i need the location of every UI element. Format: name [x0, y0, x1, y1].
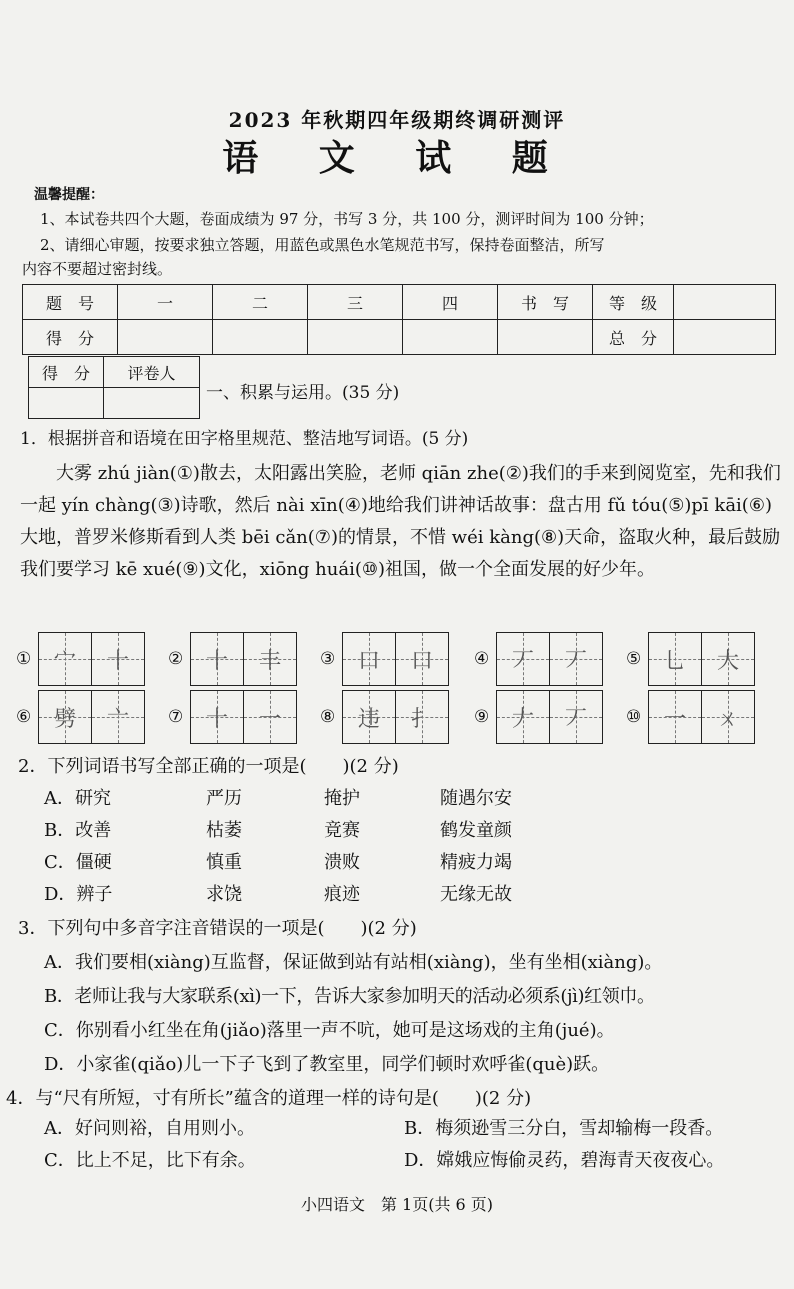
handwritten-stroke: 口 [357, 648, 380, 674]
handwritten-stroke: 大 [716, 648, 739, 674]
score-table-col-3: 三 [308, 285, 403, 320]
score-table-row-label: 得 分 [23, 320, 118, 355]
answer-grid-number: ⑧ [320, 707, 336, 727]
tips-heading: 温馨提醒： [34, 187, 104, 203]
q3-option-c[interactable]: C．你别看小红坐在角(jiǎo)落里一声不吭，她可是这场戏的主角(jué)。 [44, 1020, 615, 1041]
answer-grid-3[interactable] [320, 632, 449, 686]
answer-grid-number: ⑥ [16, 707, 32, 727]
tian-zi-ge-cell[interactable] [396, 633, 448, 685]
score-table [22, 284, 776, 355]
q2-option-word: 无缘无故 [440, 884, 512, 905]
tian-zi-ge-cell[interactable] [92, 633, 144, 685]
handwritten-stroke: 丆 [564, 648, 587, 674]
answer-grid-number: ④ [474, 649, 490, 669]
handwritten-stroke: 劈 [53, 706, 76, 732]
grader-name-cell[interactable] [104, 388, 200, 419]
answer-grid-number: ⑨ [474, 707, 490, 727]
handwritten-stroke: 十 [205, 706, 228, 732]
handwritten-stroke: 𠂇 [511, 706, 534, 732]
answer-grid-7[interactable] [168, 690, 297, 744]
q3-stem: 3．下列句中多音字注音错误的一项是( )(2 分) [18, 918, 417, 939]
answer-grid-2[interactable] [168, 632, 297, 686]
answer-grid-9[interactable] [474, 690, 603, 744]
handwritten-stroke: ㄨ [716, 706, 739, 732]
score-table-header-label: 题 号 [23, 285, 118, 320]
score-table-col-4: 四 [403, 285, 498, 320]
grader-box [28, 356, 200, 419]
handwritten-stroke: 丰 [258, 648, 281, 674]
q2-option-word: 痕迹 [324, 884, 360, 905]
handwritten-stroke: 十 [205, 648, 228, 674]
tian-zi-ge-cell[interactable] [497, 691, 550, 743]
q4-option-a[interactable]: A．好问则裕，自用则小。 [44, 1118, 255, 1139]
q4-option-b[interactable]: B．梅须逊雪三分白，雪却输梅一段香。 [404, 1118, 724, 1139]
answer-grid-number: ② [168, 649, 184, 669]
handwritten-stroke: 宀 [53, 648, 76, 674]
q2-option-word: 随遇尔安 [440, 788, 512, 809]
q2-option-word: 鹤发童颜 [440, 820, 512, 841]
q2-stem: 2．下列词语书写全部正确的一项是( )(2 分) [18, 756, 399, 777]
tip-2-line-1: 2、请细心审题，按要求独立答题，用蓝色或黑色水笔规范书写，保持卷面整洁，所写 [40, 236, 605, 254]
tian-zi-ge-cell[interactable] [343, 691, 396, 743]
q4-stem: 4．与“尺有所短，寸有所长”蕴含的道理一样的诗句是( )(2 分) [6, 1088, 532, 1109]
handwritten-stroke: 一 [258, 706, 281, 732]
tian-zi-ge[interactable] [190, 632, 297, 686]
handwritten-stroke: 丆 [564, 706, 587, 732]
tian-zi-ge-cell[interactable] [191, 633, 244, 685]
q2-option-word: 掩护 [324, 788, 360, 809]
score-table-col-1: 一 [118, 285, 213, 320]
tian-zi-ge-cell[interactable] [92, 691, 144, 743]
tian-zi-ge[interactable] [190, 690, 297, 744]
handwritten-stroke: 亠 [106, 706, 129, 732]
q4-option-c[interactable]: C．比上不足，比下有余。 [44, 1150, 256, 1171]
subject-title: 语 文 试 题 [222, 137, 572, 179]
tian-zi-ge-cell[interactable] [343, 633, 396, 685]
q2-option-word: 枯萎 [206, 820, 242, 841]
tian-zi-ge[interactable] [38, 690, 145, 744]
score-table-grade-label: 等 级 [593, 285, 674, 320]
q2-option-d[interactable]: D．辨子 [44, 884, 113, 905]
q1-passage: 大雾 zhú jiàn(①)散去，太阳露出笑脸，老师 qiān zhe(②)我们的手来到阅览室，先和我们一起 yín chàng(③)诗歌，然后 nài xīn(④)地给我们讲神话故事：盘古用 fǔ tóu(⑤)pī kāi(⑥)大地，普罗米修斯看到人类 bēi cǎn(⑦)的情景，不惜 wéi kàng(⑧)天命，盗取火种，最后鼓励我们要学习 kē xué(⑨)文化，xiōng huái(⑩)祖国，做一个全面发展的好少年。 [20, 463, 781, 580]
score-cell-writing[interactable] [498, 320, 593, 355]
answer-grid-1[interactable] [16, 632, 145, 686]
tian-zi-ge[interactable] [342, 632, 449, 686]
q2-option-word: 严历 [206, 788, 242, 809]
answer-grid-number: ⑩ [626, 707, 642, 727]
q2-option-word: 溃败 [324, 852, 360, 873]
tian-zi-ge-cell[interactable] [649, 691, 702, 743]
tip-1: 1、本试卷共四个大题，卷面成绩为 97 分，书写 3 分，共 100 分，测评时间为 100 分钟； [40, 210, 654, 228]
tian-zi-ge[interactable] [496, 690, 603, 744]
q3-option-b[interactable]: B．老师让我与大家联系(xì)一下，告诉大家参加明天的活动必须系(jì)红领巾。 [44, 986, 655, 1007]
q2-option-b[interactable]: B．改善 [44, 820, 112, 841]
grader-score-cell[interactable] [29, 388, 104, 419]
handwritten-stroke: 一 [663, 706, 686, 732]
tian-zi-ge-cell[interactable] [396, 691, 448, 743]
tian-zi-ge[interactable] [648, 632, 755, 686]
tian-zi-ge-cell[interactable] [702, 691, 754, 743]
score-table-total-label: 总 分 [593, 320, 674, 355]
q2-option-word: 竟赛 [324, 820, 360, 841]
q4-option-d[interactable]: D．嫦娥应悔偷灵药，碧海青天夜夜心。 [404, 1150, 725, 1171]
answer-grid-4[interactable] [474, 632, 603, 686]
handwritten-stroke: 乚 [663, 648, 686, 674]
score-cell-1[interactable] [118, 320, 213, 355]
exam-title: 2023 年秋期四年级期终调研测评 [228, 108, 566, 132]
handwritten-stroke: 违 [357, 706, 380, 732]
score-cell-2[interactable] [213, 320, 308, 355]
q3-option-d[interactable]: D．小家雀(qiǎo)儿一下子飞到了教室里，同学们顿时欢呼雀(què)跃。 [44, 1054, 610, 1075]
tian-zi-ge-cell[interactable] [649, 633, 702, 685]
tip-2-line-2: 内容不要超过密封线。 [22, 260, 173, 278]
q2-option-c[interactable]: C．僵硬 [44, 852, 112, 873]
score-cell-3[interactable] [308, 320, 403, 355]
answer-grid-10[interactable] [626, 690, 755, 744]
answer-grid-6[interactable] [16, 690, 145, 744]
answer-grid-8[interactable] [320, 690, 449, 744]
handwritten-stroke: 十 [106, 648, 129, 674]
score-table-grade-value[interactable] [674, 285, 776, 320]
tian-zi-ge-cell[interactable] [244, 633, 296, 685]
section-1-title: 一、积累与运用。(35 分) [206, 383, 400, 403]
tian-zi-ge-cell[interactable] [39, 633, 92, 685]
q1-stem: 1．根据拼音和语境在田字格里规范、整洁地写词语。(5 分) [20, 429, 469, 449]
tian-zi-ge-cell[interactable] [39, 691, 92, 743]
tian-zi-ge-cell[interactable] [550, 633, 602, 685]
score-table-total-value[interactable] [674, 320, 776, 355]
q3-option-a[interactable]: A．我们要相(xiàng)互监督，保证做到站有站相(xiàng)，坐有坐相(xiàng)。 [44, 952, 663, 973]
q2-option-a[interactable]: A．研究 [44, 788, 111, 809]
q2-option-word: 求饶 [206, 884, 242, 905]
grader-score-label: 得 分 [29, 357, 104, 388]
q2-option-word: 慎重 [206, 852, 242, 873]
grader-name-label: 评卷人 [104, 357, 200, 388]
handwritten-stroke: 口 [410, 648, 433, 674]
answer-grid-number: ⑦ [168, 707, 184, 727]
tian-zi-ge-cell[interactable] [244, 691, 296, 743]
score-table-col-writing: 书 写 [498, 285, 593, 320]
tian-zi-ge-cell[interactable] [702, 633, 754, 685]
tian-zi-ge[interactable] [496, 632, 603, 686]
tian-zi-ge[interactable] [38, 632, 145, 686]
score-cell-4[interactable] [403, 320, 498, 355]
tian-zi-ge-cell[interactable] [550, 691, 602, 743]
answer-grid-number: ③ [320, 649, 336, 669]
answer-grid-number: ① [16, 649, 32, 669]
handwritten-stroke: 扌 [410, 706, 433, 732]
q2-option-word: 精疲力竭 [440, 852, 512, 873]
answer-grid-number: ⑤ [626, 649, 642, 669]
page-footer: 小四语文 第 1页(共 6 页) [300, 1195, 494, 1214]
score-table-col-2: 二 [213, 285, 308, 320]
tian-zi-ge[interactable] [648, 690, 755, 744]
tian-zi-ge-cell[interactable] [497, 633, 550, 685]
answer-grid-5[interactable] [626, 632, 755, 686]
handwritten-stroke: 丆 [511, 648, 534, 674]
tian-zi-ge[interactable] [342, 690, 449, 744]
tian-zi-ge-cell[interactable] [191, 691, 244, 743]
